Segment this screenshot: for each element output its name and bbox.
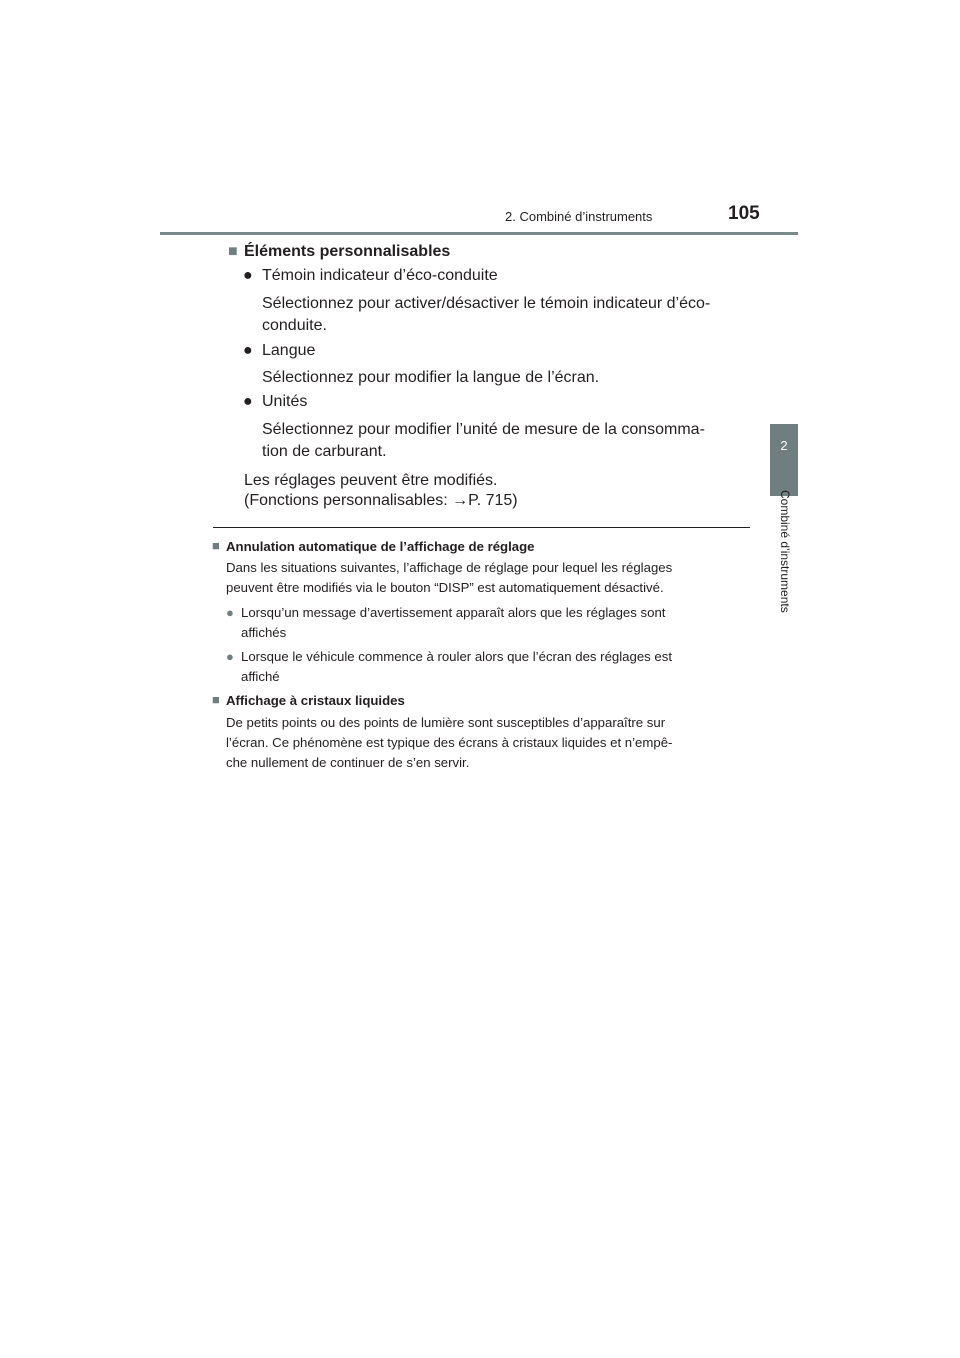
bullet-icon: ● bbox=[243, 267, 253, 284]
header-section-title: 2. Combiné d’instruments bbox=[505, 209, 653, 224]
header-rule bbox=[160, 232, 798, 235]
item-desc-cont: tion de carburant. bbox=[262, 443, 387, 460]
heading-square-icon: ■ bbox=[228, 243, 238, 260]
heading-square-icon: ■ bbox=[212, 692, 220, 707]
item-desc: Sélectionnez pour modifier la langue de l’écran. bbox=[262, 369, 600, 386]
chapter-label: Combiné d’instruments bbox=[778, 490, 792, 613]
chapter-tab bbox=[770, 424, 798, 496]
note-text: l’écran. Ce phénomène est typique des écrans à cristaux liquides et n’empê- bbox=[226, 735, 673, 750]
bullet-icon: ● bbox=[226, 649, 234, 664]
note-text: che nullement de continuer de s’en servir. bbox=[226, 755, 470, 770]
item-desc: Sélectionnez pour activer/désactiver le témoin indicateur d’éco- bbox=[262, 295, 711, 312]
note-line: Les réglages peuvent être modifiés. bbox=[244, 472, 498, 489]
note-bullet-text: Lorsque le véhicule commence à rouler alors que l’écran des réglages est bbox=[241, 649, 673, 664]
page-number: 105 bbox=[728, 203, 760, 224]
item-desc-cont: conduite. bbox=[262, 317, 327, 334]
item-title: Unités bbox=[262, 393, 308, 410]
item-desc: Sélectionnez pour modifier l’unité de mesure de la consomma- bbox=[262, 421, 705, 438]
note-heading: Annulation automatique de l’affichage de réglage bbox=[226, 539, 535, 554]
heading-square-icon: ■ bbox=[212, 538, 220, 553]
note-reference: (Fonctions personnalisables: →P. 715) bbox=[244, 492, 518, 509]
note-text: Dans les situations suivantes, l’affichage de réglage pour lequel les réglages bbox=[226, 560, 673, 575]
section-heading: Éléments personnalisables bbox=[244, 243, 451, 260]
chapter-number: 2 bbox=[780, 438, 788, 453]
note-bullet-text-cont: affiché bbox=[241, 669, 280, 684]
item-title: Langue bbox=[262, 342, 316, 359]
section-divider bbox=[213, 527, 750, 528]
chapter-label-container bbox=[778, 490, 792, 640]
note-bullet-text-cont: affichés bbox=[241, 625, 287, 640]
bullet-icon: ● bbox=[243, 342, 253, 359]
item-title: Témoin indicateur d’éco-conduite bbox=[262, 267, 498, 284]
note-heading: Affichage à cristaux liquides bbox=[226, 693, 405, 708]
note-text: peuvent être modifiés via le bouton “DISP” est automatiquement désactivé. bbox=[226, 580, 664, 595]
note-bullet-text: Lorsqu’un message d’avertissement apparaît alors que les réglages sont bbox=[241, 605, 666, 620]
bullet-icon: ● bbox=[243, 393, 253, 410]
note-text: De petits points ou des points de lumière sont susceptibles d’apparaître sur bbox=[226, 715, 666, 730]
bullet-icon: ● bbox=[226, 605, 234, 620]
